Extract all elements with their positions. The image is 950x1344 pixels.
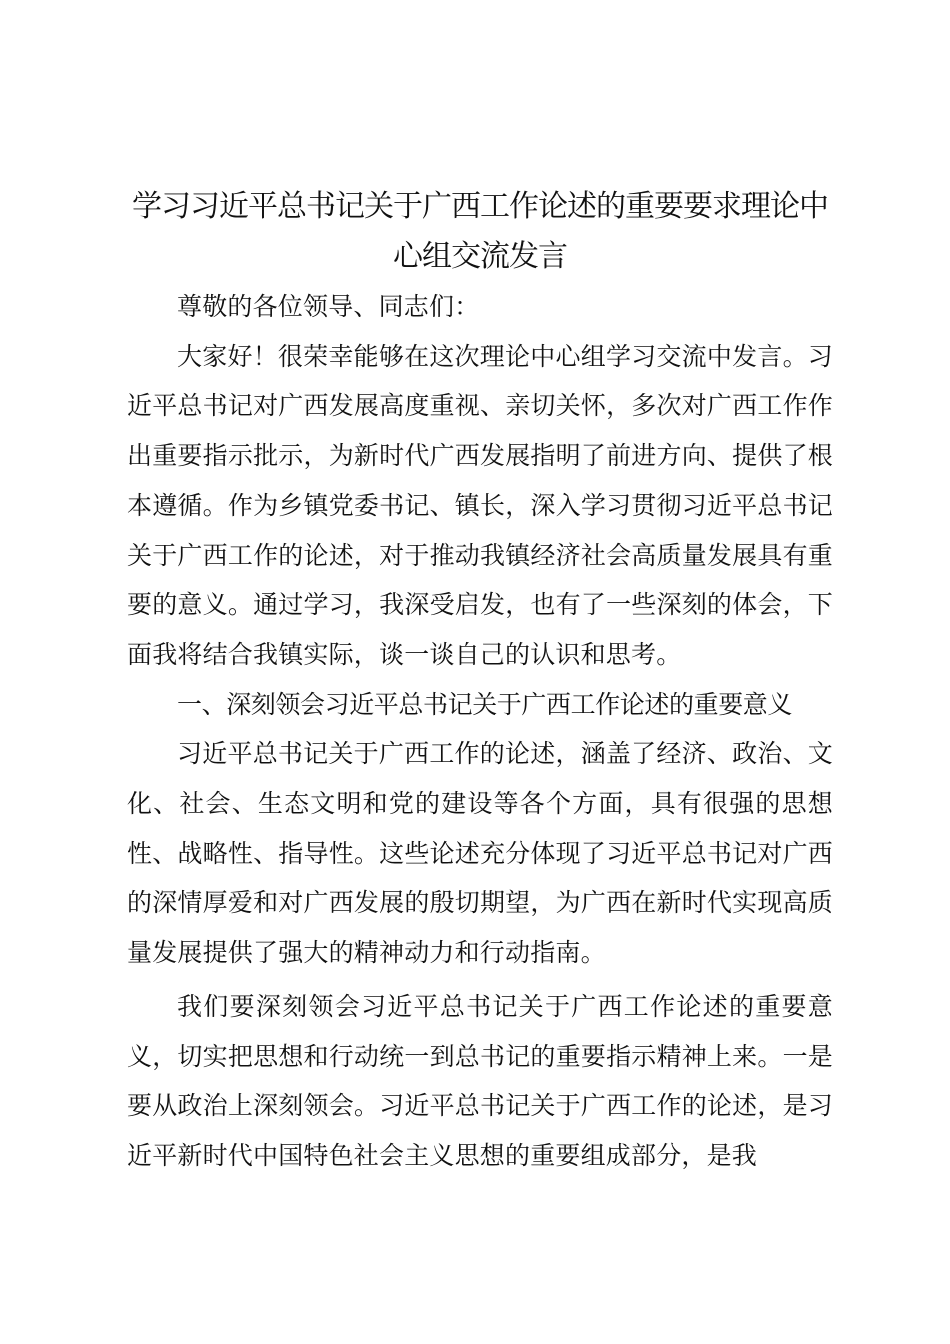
paragraph-intro: 大家好！很荣幸能够在这次理论中心组学习交流中发言。习近平总书记对广西发展高度重视、亲切关怀，多次对广西工作作出重要指示批示，为新时代广西发展指明了前进方向、提供了根本遵循。作为乡镇党委书记、镇长，深入学习贯彻习近平总书记关于广西工作的论述，对于推动我镇经济社会高质量发展具有重要的意义。通过学习，我深受启发，也有了一些深刻的体会，下面我将结合我镇实际，谈一谈自己的认识和思考。 <box>127 341 833 669</box>
paragraph-section-1: 习近平总书记关于广西工作的论述，涵盖了经济、政治、文化、社会、生态文明和党的建设等各个方面，具有很强的思想性、战略性、指导性。这些论述充分体现了习近平总书记对广西的深情厚爱和对广西发展的殷切期望，为广西在新时代实现高质量发展提供了强大的精神动力和行动指南。 <box>127 739 833 968</box>
salutation: 尊敬的各位领导、同志们： <box>177 292 480 321</box>
document-page <box>127 182 833 1181</box>
section-heading-1: 一、深刻领会习近平总书记关于广西工作论述的重要意义 <box>177 689 793 719</box>
document-title: 学习习近平总书记关于广西工作论述的重要要求理论中心组交流发言 <box>132 189 828 274</box>
paragraph-section-1-continued: 我们要深刻领会习近平总书记关于广西工作论述的重要意义，切实把思想和行动统一到总书记的重要指示精神上来。一是要从政治上深刻领会。习近平总书记关于广西工作的论述，是习近平新时代中国特色社会主义思想的重要组成部分，是我 <box>127 991 833 1170</box>
